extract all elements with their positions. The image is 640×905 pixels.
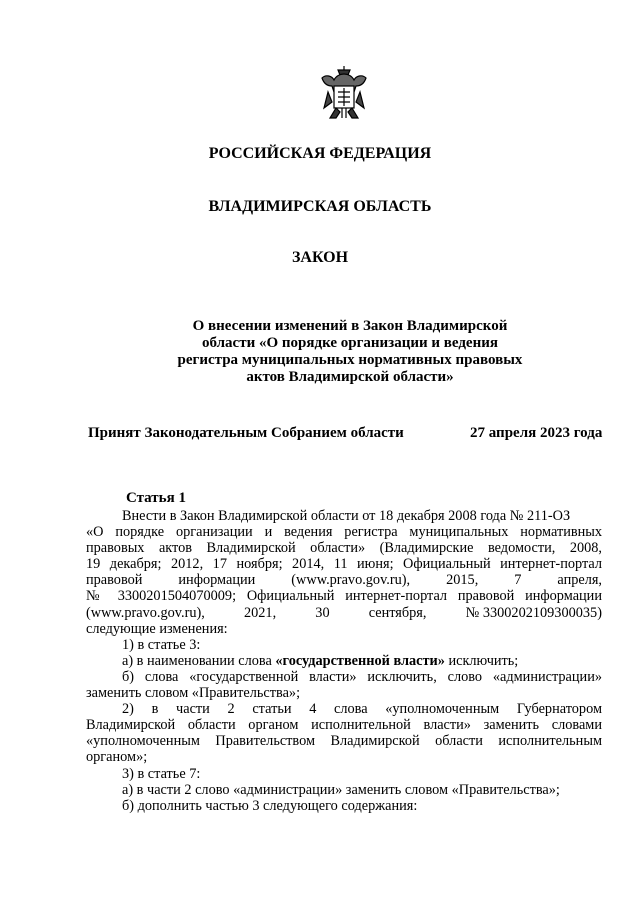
text-line: правовых актов Владимирской области» (Владимирские ведомости, 2008, — [86, 540, 602, 557]
subject-line: области «О порядке организации и ведения — [202, 335, 498, 351]
adopted-by: Принят Законодательным Собранием области — [88, 425, 404, 441]
text-line: заменить словом «Правительства»; — [86, 685, 301, 702]
word: (www.pravo.gov.ru), — [86, 604, 205, 621]
adoption-date: 27 апреля 2023 года — [470, 425, 603, 441]
law-subject — [160, 318, 540, 386]
text-line: 3) в статье 7: — [122, 765, 201, 782]
subject-line: регистра муниципальных нормативных правовых — [177, 352, 523, 368]
word: 30 — [315, 604, 330, 621]
text-line — [86, 572, 602, 588]
text-line: «уполномоченным Правительством Владимирской области исполнительным — [86, 733, 602, 750]
text-run: исключить; — [444, 652, 519, 669]
subject-line: актов Владимирской области» — [246, 369, 454, 385]
text-line: а) в части 2 слово «администрации» заменить словом «Правительства»; — [122, 781, 560, 798]
text-run: а) в наименовании слова — [122, 652, 276, 669]
word: информации — [178, 572, 256, 589]
text-line: б) слова «государственной власти» исключить, слово «администрации» — [122, 668, 602, 685]
coat-of-arms-emblem — [318, 64, 370, 122]
word: апреля, — [557, 572, 602, 589]
text-line: «О порядке организации и ведения регистра муниципальных нормативных — [86, 524, 602, 541]
text-line: б) дополнить частью 3 следующего содержания: — [122, 797, 418, 814]
text-line: органом»; — [86, 749, 148, 766]
subject-line: О внесении изменений в Закон Владимирской — [192, 318, 508, 334]
article-body — [86, 508, 602, 814]
word: № 3300202109300035) — [465, 604, 602, 621]
word: сентября, — [368, 604, 427, 621]
word: (www.pravo.gov.ru), — [291, 572, 411, 589]
word: 2015, — [446, 572, 479, 589]
text-line — [86, 653, 602, 669]
text-line: 2) в части 2 статьи 4 слова «уполномоченным Губернатором — [122, 701, 602, 718]
text-line: 19 декабря; 2012, 17 ноября; 2014, 11 июня; Официальный интернет-портал — [86, 556, 602, 573]
text-line: № 3300201504070009; Официальный интернет-портал правовой информации — [86, 588, 602, 605]
article-title: Статья 1 — [126, 490, 186, 506]
text-line — [86, 605, 602, 621]
text-line: 1) в статье 3: — [122, 636, 201, 653]
bold-text-run: «государственной власти» — [275, 652, 445, 669]
country-heading: РОССИЙСКАЯ ФЕДЕРАЦИЯ — [208, 145, 432, 162]
text-line: Внести в Закон Владимирской области от 18 декабря 2008 года № 211-ОЗ — [122, 508, 571, 524]
doc-type-heading: ЗАКОН — [291, 249, 349, 266]
region-heading: ВЛАДИМИРСКАЯ ОБЛАСТЬ — [208, 198, 432, 215]
text-line: следующие изменения: — [86, 620, 228, 637]
word: правовой — [86, 572, 143, 589]
word: 2021, — [243, 604, 277, 621]
text-line: Владимирской области органом исполнительной власти» заменить словами — [86, 717, 602, 734]
word: 7 — [514, 572, 522, 589]
